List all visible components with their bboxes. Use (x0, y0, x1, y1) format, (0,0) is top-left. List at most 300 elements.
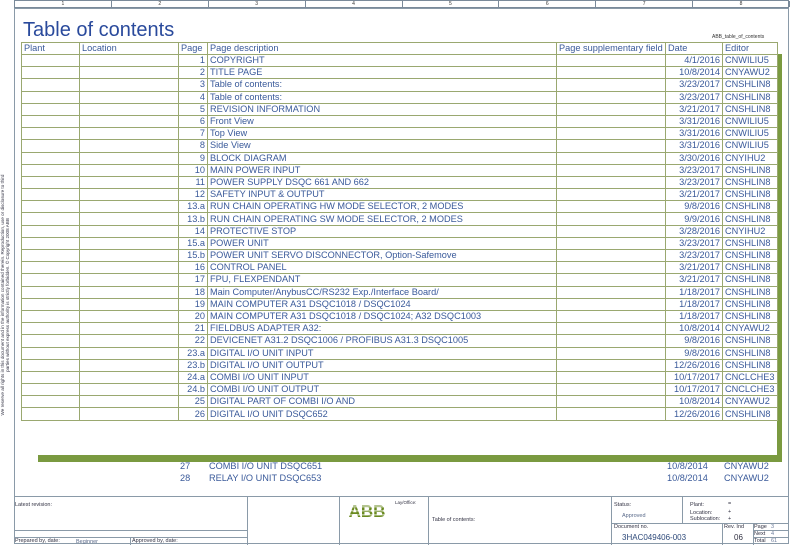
page-description-cell: COMBI I/O UNIT DSQC651 (209, 460, 323, 471)
supplementary-cell (557, 225, 666, 237)
location-cell (80, 103, 179, 115)
table-row (22, 323, 778, 335)
table-row (22, 140, 778, 152)
editor-cell: CNSHLIN8 (723, 213, 778, 225)
page-number-cell: 3 (179, 79, 208, 91)
date-cell: 10/17/2017 (666, 384, 723, 396)
page-number-cell: 1 (179, 55, 208, 67)
table-row (22, 201, 778, 213)
date-cell: 3/23/2017 (666, 237, 723, 249)
page-number-cell: 2 (179, 67, 208, 79)
table-row (22, 359, 778, 371)
lay-office-label: Lay/Office: (395, 500, 417, 505)
page-number-cell: 21 (179, 323, 208, 335)
table-row (22, 91, 778, 103)
location-cell (80, 408, 179, 420)
location-cell (80, 67, 179, 79)
location-cell (80, 298, 179, 310)
date-cell: 10/8/2014 (667, 472, 708, 483)
date-cell: 3/21/2017 (666, 274, 723, 286)
date-cell: 3/30/2016 (666, 152, 723, 164)
supplementary-cell (557, 347, 666, 359)
editor-cell: CNSHLIN8 (723, 164, 778, 176)
date-cell: 3/23/2017 (666, 164, 723, 176)
date-cell: 10/8/2014 (666, 396, 723, 408)
supplementary-cell (557, 237, 666, 249)
editor-cell: CNCLCHE3 (723, 384, 778, 396)
overflow-rows (21, 460, 777, 484)
date-cell: 3/23/2017 (666, 176, 723, 188)
date-cell: 3/31/2016 (666, 115, 723, 127)
supplementary-cell (557, 323, 666, 335)
supplementary-cell (557, 250, 666, 262)
table-row (22, 347, 778, 359)
page-number-cell: 24.b (179, 384, 208, 396)
plant-cell (22, 323, 80, 335)
plant-value: = (728, 501, 732, 507)
date-cell: 3/23/2017 (666, 250, 723, 262)
page-description-cell: POWER UNIT (208, 237, 557, 249)
page-description-cell: DIGITAL I/O UNIT INPUT (208, 347, 557, 359)
page-number-cell: 6 (179, 115, 208, 127)
table-row (22, 237, 778, 249)
page-description-cell: RELAY I/O UNIT DSQC653 (209, 472, 322, 483)
column-header-description: Page description (208, 43, 557, 55)
sublocation-label: Sublocation: (690, 516, 721, 522)
date-cell: 9/9/2016 (666, 213, 723, 225)
table-row (21, 460, 777, 472)
date-cell: 1/18/2017 (666, 310, 723, 322)
plant-cell (22, 67, 80, 79)
location-cell (80, 250, 179, 262)
page-description-cell: MAIN POWER INPUT (208, 164, 557, 176)
location-cell (80, 201, 179, 213)
date-cell: 10/8/2014 (666, 67, 723, 79)
abb-logo-text: ABB (348, 502, 386, 520)
editor-cell: CNCLCHE3 (723, 371, 778, 383)
page-description-cell: BLOCK DIAGRAM (208, 152, 557, 164)
supplementary-cell (557, 274, 666, 286)
page-description-cell: MAIN COMPUTER A31 DSQC1018 / DSQC1024; A32 DSQC1003 (208, 310, 557, 322)
page-title: Table of contents (23, 19, 175, 41)
location-cell (80, 115, 179, 127)
editor-cell: CNYAWU2 (723, 67, 778, 79)
page-description-cell: RUN CHAIN OPERATING HW MODE SELECTOR, 2 MODES (208, 201, 557, 213)
plant-cell (22, 310, 80, 322)
table-row (22, 225, 778, 237)
plant-cell (22, 396, 80, 408)
location-cell (80, 335, 179, 347)
supplementary-cell (557, 55, 666, 67)
status-value: Approved (622, 513, 646, 519)
page-number-cell: 17 (179, 274, 208, 286)
location-cell (80, 384, 179, 396)
ruler-cell: 4 (306, 1, 403, 7)
page-description-cell: DIGITAL PART OF COMBI I/O AND (208, 396, 557, 408)
supplementary-cell (557, 298, 666, 310)
plant-cell (22, 201, 80, 213)
page-number-cell: 23.b (179, 359, 208, 371)
table-row (22, 152, 778, 164)
location-cell (80, 225, 179, 237)
page-number-cell: 19 (179, 298, 208, 310)
page-description-cell: POWER UNIT SERVO DISCONNECTOR, Option-Safemove (208, 250, 557, 262)
plant-cell (21, 472, 79, 484)
date-cell: 10/8/2014 (667, 460, 708, 471)
plant-cell (22, 250, 80, 262)
location-cell (80, 347, 179, 359)
page-number-cell: 18 (179, 286, 208, 298)
supplementary-cell (557, 176, 666, 188)
date-cell: 3/21/2017 (666, 103, 723, 115)
table-row (22, 384, 778, 396)
editor-cell: CNWILIU5 (723, 140, 778, 152)
table-row (22, 310, 778, 322)
page-number-cell: 14 (179, 225, 208, 237)
date-cell: 9/8/2016 (666, 347, 723, 359)
date-cell: 9/8/2016 (666, 335, 723, 347)
table-row (22, 408, 778, 420)
supplementary-cell (557, 408, 666, 420)
prepared-by-label: Prepared by, date: (15, 538, 60, 544)
table-row (22, 262, 778, 274)
page-description-cell: COMBI I/O UNIT INPUT (208, 371, 557, 383)
location-cell (80, 371, 179, 383)
ruler-cell: 3 (209, 1, 306, 7)
editor-cell: CNSHLIN8 (723, 274, 778, 286)
plant-cell (22, 152, 80, 164)
plant-cell (22, 79, 80, 91)
location-label: Location: (690, 510, 713, 516)
supplementary-cell (557, 103, 666, 115)
plant-cell (22, 115, 80, 127)
editor-cell: CNWILIU5 (723, 128, 778, 140)
plant-cell (22, 237, 80, 249)
column-header-page: Page (179, 43, 208, 55)
date-cell: 10/8/2014 (666, 323, 723, 335)
supplementary-cell (557, 91, 666, 103)
plant-cell (22, 189, 80, 201)
table-row (22, 298, 778, 310)
sheet-title-label: Table of contents: (432, 517, 476, 523)
location-cell (80, 140, 179, 152)
table-row (22, 250, 778, 262)
supplementary-cell (557, 359, 666, 371)
table-row (22, 67, 778, 79)
supplementary-cell (557, 213, 666, 225)
plant-cell (22, 286, 80, 298)
location-cell (80, 176, 179, 188)
ruler-cell: 1 (15, 1, 112, 7)
page-number-cell: 13.a (179, 201, 208, 213)
ruler-cell: 2 (112, 1, 209, 7)
supplementary-cell (557, 164, 666, 176)
plant-cell (22, 213, 80, 225)
plant-cell (21, 460, 79, 472)
date-cell: 3/31/2016 (666, 140, 723, 152)
supplementary-cell (557, 79, 666, 91)
editor-cell: CNSHLIN8 (723, 237, 778, 249)
plant-cell (22, 176, 80, 188)
date-cell: 1/18/2017 (666, 298, 723, 310)
date-cell: 10/17/2017 (666, 371, 723, 383)
latest-revision-label: Latest revision: (15, 502, 52, 508)
plant-cell (22, 262, 80, 274)
total-label: Total (754, 538, 766, 544)
page-description-cell: FIELDBUS ADAPTER A32: (208, 323, 557, 335)
table-row (22, 176, 778, 188)
supplementary-cell (557, 396, 666, 408)
column-header-plant: Plant (22, 43, 80, 55)
table-row (22, 396, 778, 408)
page-description-cell: Side View (208, 140, 557, 152)
approved-by-label: Approved by, date: (132, 538, 178, 544)
plant-cell (22, 347, 80, 359)
editor-cell: CNSHLIN8 (723, 335, 778, 347)
page-description-cell: TITLE PAGE (208, 67, 557, 79)
page-description-cell: DIGITAL I/O UNIT DSQC652 (208, 408, 557, 420)
editor-cell: CNYAWU2 (723, 323, 778, 335)
page-description-cell: Top View (208, 128, 557, 140)
next-value: 4 (771, 531, 775, 537)
location-cell (80, 262, 179, 274)
location-cell (80, 274, 179, 286)
page-number-cell: 11 (179, 176, 208, 188)
contents-table (21, 42, 778, 421)
page-description-cell: Table of contents: (208, 79, 557, 91)
editor-cell: CNSHLIN8 (723, 91, 778, 103)
supplementary-cell (557, 128, 666, 140)
prepared-by-value: Beginner (76, 539, 99, 545)
supplementary-cell (557, 384, 666, 396)
editor-cell: CNWILIU5 (723, 115, 778, 127)
page-number-cell: 24.a (179, 371, 208, 383)
plant-cell (22, 91, 80, 103)
location-cell (80, 396, 179, 408)
page-description-cell: Main Computer/AnybusCC/RS232 Exp./Interface Board/ (208, 286, 557, 298)
table-row (22, 189, 778, 201)
page-number-cell: 16 (179, 262, 208, 274)
table-row (22, 55, 778, 67)
page-description-cell: POWER SUPPLY DSQC 661 AND 662 (208, 176, 557, 188)
editor-cell: CNSHLIN8 (723, 262, 778, 274)
page-description-cell: DIGITAL I/O UNIT OUTPUT (208, 359, 557, 371)
page-description-cell: PROTECTIVE STOP (208, 225, 557, 237)
page-number-cell: 22 (179, 335, 208, 347)
date-cell: 12/26/2016 (666, 408, 723, 420)
ruler-cell: 8 (693, 1, 790, 7)
location-cell (80, 152, 179, 164)
page-description-cell: MAIN COMPUTER A31 DSQC1018 / DSQC1024 (208, 298, 557, 310)
date-cell: 4/1/2016 (666, 55, 723, 67)
supplementary-cell (557, 371, 666, 383)
page-number-cell: 26 (179, 408, 208, 420)
editor-cell: CNYAWU2 (724, 460, 769, 471)
location-cell (80, 128, 179, 140)
supplementary-cell (557, 286, 666, 298)
column-ruler (14, 0, 789, 8)
date-cell: 1/18/2017 (666, 286, 723, 298)
date-cell: 12/26/2016 (666, 359, 723, 371)
ruler-cell: 7 (596, 1, 693, 7)
page-description-cell: COMBI I/O UNIT OUTPUT (208, 384, 557, 396)
plant-cell (22, 335, 80, 347)
supplementary-cell (557, 335, 666, 347)
plant-cell (22, 140, 80, 152)
table-row (22, 128, 778, 140)
page-description-cell: RUN CHAIN OPERATING SW MODE SELECTOR, 2 MODES (208, 213, 557, 225)
supplementary-cell (557, 310, 666, 322)
supplementary-cell (557, 189, 666, 201)
plant-cell (22, 274, 80, 286)
plant-cell (22, 384, 80, 396)
ruler-cell: 5 (403, 1, 500, 7)
column-header-location: Location (80, 43, 179, 55)
editor-cell: CNYAWU2 (724, 472, 769, 483)
editor-cell: CNSHLIN8 (723, 176, 778, 188)
table-row (22, 79, 778, 91)
supplementary-cell (557, 140, 666, 152)
plant-cell (22, 225, 80, 237)
table-row (21, 472, 777, 484)
abb-logo (343, 502, 391, 520)
title-block (14, 496, 789, 545)
plant-cell (22, 298, 80, 310)
page-label: Page (754, 524, 767, 530)
page-number-cell: 15.b (179, 250, 208, 262)
location-cell (80, 91, 179, 103)
plant-cell (22, 55, 80, 67)
date-cell: 3/21/2017 (666, 262, 723, 274)
date-cell: 3/23/2017 (666, 79, 723, 91)
table-row (22, 164, 778, 176)
page-description-cell: CONTROL PANEL (208, 262, 557, 274)
editor-cell: CNSHLIN8 (723, 298, 778, 310)
page-number-cell: 7 (179, 128, 208, 140)
table-row (22, 286, 778, 298)
editor-cell: CNSHLIN8 (723, 250, 778, 262)
location-cell (80, 189, 179, 201)
page-number-cell: 4 (179, 91, 208, 103)
page-description-cell: SAFETY INPUT & OUTPUT (208, 189, 557, 201)
supplementary-cell (557, 115, 666, 127)
editor-cell: CNYIHU2 (723, 152, 778, 164)
page-description-cell: COPYRIGHT (208, 55, 557, 67)
table-row (22, 115, 778, 127)
supplementary-cell (557, 262, 666, 274)
plant-cell (22, 359, 80, 371)
editor-cell: CNSHLIN8 (723, 310, 778, 322)
page-description-cell: DEVICENET A31.2 DSQC1006 / PROFIBUS A31.3 DSQC1005 (208, 335, 557, 347)
location-cell (80, 286, 179, 298)
table-row (22, 213, 778, 225)
supplementary-cell (557, 152, 666, 164)
page-number-cell: 10 (179, 164, 208, 176)
editor-cell: CNSHLIN8 (723, 103, 778, 115)
ruler-cell: 6 (499, 1, 596, 7)
location-cell (80, 213, 179, 225)
page-description-cell: Front View (208, 115, 557, 127)
status-label: Status: (614, 502, 632, 508)
editor-cell: CNSHLIN8 (723, 286, 778, 298)
plant-cell (22, 371, 80, 383)
plant-label: Plant: (690, 502, 705, 508)
plant-cell (22, 408, 80, 420)
page-value: 3 (771, 524, 775, 530)
page-number-cell: 20 (179, 310, 208, 322)
next-label: Next (754, 531, 766, 537)
editor-cell: CNWILIU5 (723, 55, 778, 67)
table-row (22, 335, 778, 347)
header-row (22, 43, 778, 55)
plant-cell (22, 103, 80, 115)
column-header-editor: Editor (723, 43, 778, 55)
column-header-supplementary: Page supplementary field (557, 43, 666, 55)
location-cell (79, 472, 178, 484)
location-cell (80, 79, 179, 91)
editor-cell: CNSHLIN8 (723, 347, 778, 359)
supplementary-cell (556, 460, 665, 472)
editor-cell: CNSHLIN8 (723, 79, 778, 91)
location-cell (80, 359, 179, 371)
column-header-date: Date (666, 43, 723, 55)
plant-cell (22, 164, 80, 176)
page-number-cell: 27 (180, 460, 191, 471)
page-description-cell: Table of contents: (208, 91, 557, 103)
document-number: 3HAC049406-003 (622, 533, 687, 542)
location-cell (80, 310, 179, 322)
editor-cell: CNYAWU2 (723, 396, 778, 408)
page-number-cell: 5 (179, 103, 208, 115)
document-id: ABB_table_of_contents (712, 34, 765, 40)
location-cell (80, 323, 179, 335)
date-cell: 3/23/2017 (666, 91, 723, 103)
table-row (22, 274, 778, 286)
revision-value: 06 (734, 533, 743, 542)
supplementary-cell (557, 67, 666, 79)
page-description-cell: FPU, FLEXPENDANT (208, 274, 557, 286)
page-number-cell: 12 (179, 189, 208, 201)
editor-cell: CNSHLIN8 (723, 408, 778, 420)
location-cell (80, 237, 179, 249)
editor-cell: CNSHLIN8 (723, 189, 778, 201)
date-cell: 9/8/2016 (666, 201, 723, 213)
date-cell: 3/31/2016 (666, 128, 723, 140)
page-number-cell: 23.a (179, 347, 208, 359)
editor-cell: CNSHLIN8 (723, 201, 778, 213)
editor-cell: CNYIHU2 (723, 225, 778, 237)
location-cell (80, 164, 179, 176)
sublocation-value: + (728, 516, 732, 522)
plant-cell (22, 128, 80, 140)
location-cell (79, 460, 178, 472)
date-cell: 3/28/2016 (666, 225, 723, 237)
supplementary-cell (556, 472, 665, 484)
revision-label: Rev. Ind (724, 524, 745, 530)
page-number-cell: 25 (179, 396, 208, 408)
location-cell (80, 55, 179, 67)
page-number-cell: 9 (179, 152, 208, 164)
table-row (22, 371, 778, 383)
page-description-cell: REVISION INFORMATION (208, 103, 557, 115)
copyright-side-note: We reserve all rights in this document and in the information contained therein. Reproduction, use or disclosure to third parties without express authority is strictly forbidden. © Copyright 2008 ABB (0, 174, 10, 416)
page-number-cell: 15.a (179, 237, 208, 249)
page-number-cell: 13.b (179, 213, 208, 225)
editor-cell: CNSHLIN8 (723, 359, 778, 371)
date-cell: 3/21/2017 (666, 189, 723, 201)
location-value: + (728, 509, 732, 515)
table-row (22, 103, 778, 115)
